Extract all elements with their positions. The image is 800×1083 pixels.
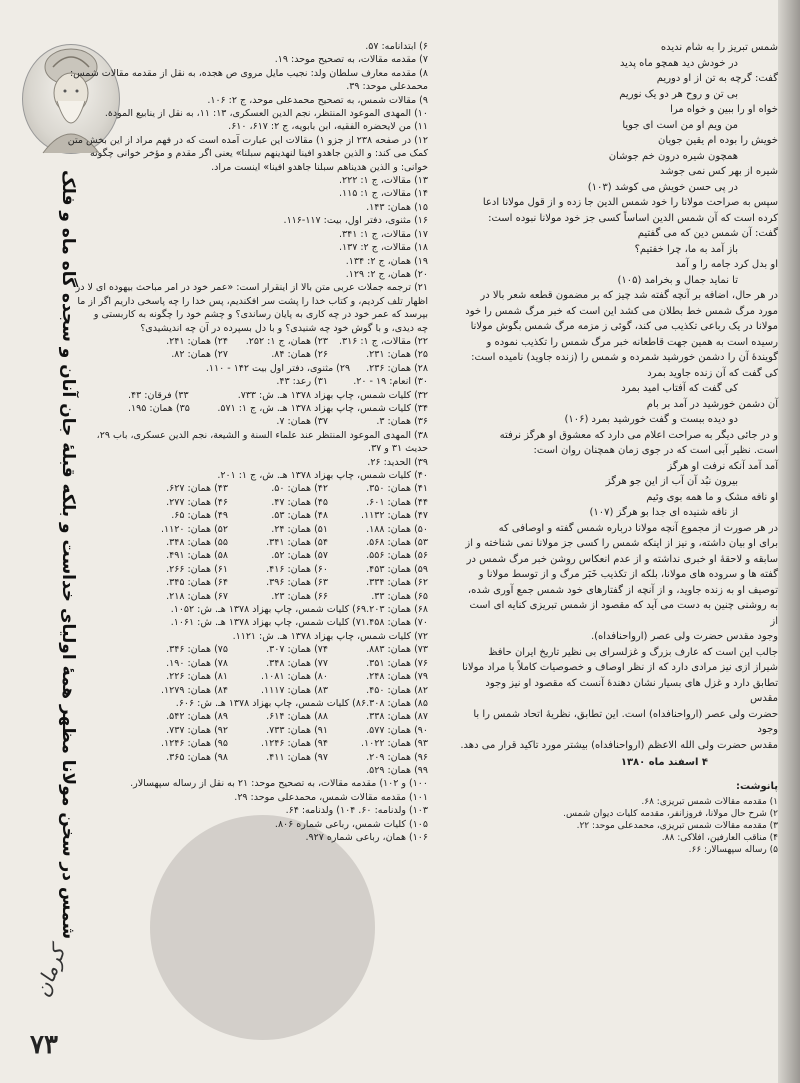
endnote-item: ۸۳) همان: ۱۱۱۷. [261,684,328,696]
decorative-circle [150,815,375,1040]
endnote-item: ۴۴) همان: ۶۰۱. [366,496,428,508]
endnote-line: ۱۰۱) مقدمه مقالات شمس، محمدعلی موحد: ۲۹. [234,791,428,803]
endnote-line: ۱۰۳) ولدنامه: ۶۰. ۱۰۴) ولدنامه: ۶۴. [285,805,428,817]
endnote-item: ۷۴) همان: ۳۰۷. [266,644,328,656]
poem-line: کی گفت که آفتاب امید بمرد [621,383,738,394]
endnote-item: ۸۵) همان: ۳۰۸. [366,697,428,709]
poem-line: گفت: گرچه به تن از او دوریم [656,73,778,84]
endnote-line: ۱۱) من لایحضره الفقیه، ابن بابویه، ج ۲: ۶۱۷، ۶۱۰. [228,121,428,133]
endnote-line: ۱۵) همان: ۱۴۳. [366,201,428,213]
endnote-row [128,724,428,737]
endnote-line: ۹۹) همان: ۵۲۹. [366,764,428,776]
endnote-item: ۲۳) همان، ج ۱: ۲۵۲. [245,335,328,347]
endnote-row [128,549,428,562]
article-body [460,40,778,753]
binding-gutter [778,0,800,1083]
endnote-line: ۹) مقالات شمس، به تصحیح محمدعلی موحد، ج ۲: ۱۰۶. [207,94,428,106]
poem-line: آن دشمن خورشید در آمد بر بام [646,398,778,410]
endnote-item: ۸۲) همان: ۴۵۰. [366,684,428,696]
endnote-row [128,402,428,415]
endnote-item: ۹۲) همان: ۷۳۷. [166,724,228,736]
endnote-item: ۳۷) همان: ۷. [276,416,328,428]
poem-line: من ویم او من است ای جویا [622,119,738,131]
endnote-item: ۸۷) همان: ۳۳۸. [366,711,428,723]
endnote-item: ۴۹) همان: ۶۵. [171,510,228,522]
endnote-item: ۵۸) همان: ۴۹۱. [166,550,228,562]
endnote-row [128,710,428,723]
endnote-item: ۹۵) همان: ۱۲۴۶. [161,738,228,750]
prose-line: حضرت ولی عصر (ارواحنافداه) است. این تطابق، نظریهٔ اتحاد شمس را با وجود [473,708,778,735]
endnote-row [128,563,428,576]
endnote-item: ۶۴) همان: ۳۴۵. [166,577,228,589]
endnote-row [128,415,428,428]
endnotes-column [67,40,428,844]
footnotes-list [460,796,778,856]
poem-line: بی تن و روح هر دو یک نوریم [619,88,738,100]
endnote-item: ۴۱) همان: ۳۵۰. [366,483,428,495]
footnote-item: ۴) مناقب العارفین، افلاکی: ۸۸. [661,833,778,843]
poem-line: گفت: آن شمس دین که می گفتیم [637,228,778,239]
endnote-item: ۲۷) همان: ۸۲. [171,349,228,361]
endnote-item: ۳۰) انعام: ۱۹ - ۲۰. [353,376,428,388]
endnote-row [128,482,428,495]
prose-line: گفته ها و سروده های مولانا، بلکه از تکذیب خَبَر مرگ و از توسط مولانا و [478,569,778,580]
endnote-item: ۳۶) همان: ۳. [376,416,428,428]
endnote-item [189,389,238,402]
poem-line: شمس تبریز را به شام ندیده [660,42,778,53]
prose-line: شیراز ازی نیز مرادی دارد که از نظر اوصاف و خصوصیات کاملاً با مراد مولانا [462,662,778,673]
endnote-line: اظهار تلف کردیم، و کتاب خدا را پشت سر افکندیم، پس خدا را چه پاسخی داریم اگر از ما [77,295,428,307]
endnote-item: ۳۴) کلیات شمس، چاپ بهزاد ۱۳۷۸ هـ. ش، ج ۱: ۵۷۱. [217,402,428,414]
endnote-item [128,362,206,375]
poem-line: در پی حسن خویش می کوشد (۱۰۳) [587,181,738,193]
article-date: ۴ اسفند ماه ۱۳۸۰ [620,757,708,768]
endnote-row [128,389,428,402]
endnote-line: چه دیدی، و با گوش خود چه شنیدی؟ و با دل بسپرده در آن چه اندیشیدی؟ [140,322,428,334]
endnotes-bottom [128,764,428,844]
endnote-line: ۱۰) المهدی الموعود المنتظر، نجم الدین العسکری، ۱۳: ۱۱، به نقل از ینابیع المودة. [104,108,428,120]
footnote-item: ۵) رساله سپهسالار: ۶۶. [688,845,778,855]
endnote-item: ۴۲) همان: ۵۰. [271,483,328,495]
endnote-item: ۵۴) همان: ۳۴۱. [266,537,328,549]
prose-line: مولانا در یک رباعی تکذیب می کند، گوئی ز مزمه مرگ شمس بگوش مولانا [470,321,778,332]
endnote-item: ۶۷) همان: ۲۱۸. [166,590,228,602]
endnote-row [128,536,428,549]
prose-line: مقدس حضرت ولی الله الاعظم (ارواحنافداه) بیشتر مورد تاکید قرار می دهد. [460,739,778,751]
endnote-item: ۷۲) کلیات شمس، چاپ بهزاد ۱۳۷۸ هـ. ش: ۱۱۲۱. [232,630,428,642]
endnote-item: ۸۱) همان: ۲۲۶. [166,671,228,683]
endnote-item [180,630,232,643]
prose-line: است. نظیر آبی است که در جوی زمان همچنان روان است: [533,445,778,456]
footnote-item: ۱) مقدمه مقالات شمس تبریزی: ۶۸. [641,797,778,807]
endnote-item: ۶۶) همان: ۲۳. [271,590,328,602]
endnote-item: ۷۵) همان: ۳۴۶. [166,644,228,656]
prose-line: و در جائی دیگر به صراحت اعلام می دارد که معشوق او هرگز نرفته [499,429,778,441]
endnote-row [128,603,428,616]
poem-line: او نافه مشک و ما همه بوی وئیم [646,491,778,503]
endnote-item: ۹۰) همان: ۵۷۷. [366,724,428,736]
poem-line: بیرون نبُد آن آب از این جو هرگز [605,476,738,487]
endnote-item [128,375,228,388]
endnote-item: ۲۸) همان: ۲۳۶. [366,362,428,374]
endnote-line: ۱۴) مقالات، ج ۱: ۱۱۵. [338,188,428,200]
endnote-line: ۲۰) همان، ج ۲: ۱۲۹. [345,268,428,280]
endnote-row [128,697,428,710]
endnote-row [128,523,428,536]
endnote-item: ۲۴) همان: ۲۴۱. [166,335,228,347]
endnote-line: ۱۶) مثنوی، دفتر اول، بیت: ۱۱۷-۱۱۶. [283,215,428,227]
endnote-item: ۶۱) همان: ۲۶۶. [166,563,228,575]
endnote-line: بپرسد که عمر خود در چه کاری به پایان رساندی؟ و چشم خود را چگونه به کاربستی و [93,309,428,321]
endnote-item: ۵۲) همان: ۱۱۲۰. [161,523,228,535]
prose-line: در هر حال، اضافه بر آنچه گفته شد چیز که بر مضمون قطعه شعر بالا در [480,290,778,301]
endnote-item: ۹۷) همان: ۴۱۱. [266,751,328,763]
endnote-item: ۳۲) کلیات شمس، چاپ بهزاد ۱۳۷۸ هـ. ش: ۷۳۳. [237,389,428,401]
endnote-item [128,630,180,643]
endnote-item: ۷۹) همان: ۲۴۸. [366,671,428,683]
poem-line: تا نماید جمال و بخرامد (۱۰۵) [617,274,738,286]
endnote-row [128,751,428,764]
endnote-row [128,670,428,683]
endnote-item: ۹۱) همان: ۷۳۳. [266,724,328,736]
endnote-item: ۵۱) همان: ۲۴. [271,523,328,535]
endnote-line: حدیث ۳۱ و ۳۷. [368,443,428,455]
poem-line: کی گفت که آن زنده جاوید بمرد [647,367,778,379]
endnote-item: ۶۲) همان: ۳۳۴. [366,577,428,589]
endnote-item [128,616,171,629]
endnote-item: ۸۴) همان: ۱۲۷۹. [161,684,228,696]
endnote-item: ۷۶) همان: ۳۵۱. [366,657,428,669]
endnote-item: ۵۶) همان: ۵۵۶. [366,550,428,562]
endnote-item: ۹۳) همان: ۱۰۲۲. [361,738,428,750]
endnote-row [128,576,428,589]
footnote-item: ۳) مقدمه مقالات شمس تبریزی، محمدعلی موحد: ۲۲. [576,821,778,831]
endnote-item: ۵۵) همان: ۳۴۸. [166,537,228,549]
endnote-item: ۷۳) همان: ۸۸۳. [366,644,428,656]
endnote-item: ۸۹) همان: ۵۴۲. [166,711,228,723]
endnote-row [128,509,428,522]
endnote-item: ۵۷) همان: ۵۲. [271,550,328,562]
endnote-row [128,362,428,375]
endnote-item: ۲۶) همان: ۸۴. [271,349,328,361]
endnote-item: ۴۶) همان: ۲۷۷. [166,496,228,508]
prose-line: به روشنی چنین به دست می آید که مقصود از شمس تبریزی کنایه ای است از [469,600,778,627]
endnote-line: کمک می کند: و الذین جاهدو افینا لنهدینهم سبلنا» یعنی اگر مقدم و مؤخر خوانی چگونه [89,148,428,160]
endnote-item: ۴۳) همان: ۶۲۷. [166,483,228,495]
endnote-item: ۸۰) همان: ۱۰۸۱. [261,671,328,683]
poem-line: همچون شیره درون خم جوشان [608,150,738,162]
endnote-item: ۴۷) همان: ۱۱۳۲. [361,510,428,522]
endnote-row [128,590,428,603]
endnote-item: ۵۹) همان: ۴۵۳. [366,563,428,575]
endnotes-middle [96,429,428,483]
endnote-row [128,375,428,388]
endnote-item: ۹۶) همان: ۲۰۹. [366,751,428,763]
article-body-column [460,40,778,856]
endnotes-grid-a [128,335,428,429]
poem-line: او بدل کرد جامه را و آمد [675,259,778,270]
endnote-line: ۱۰۶) همان، رباعی شماره ۹۲۷. [305,831,428,843]
footnotes-heading: پانوشت: [736,780,778,792]
prose-line: تطابق دارد و غزل های بسیار نشان دهندهٔ آنست که مقصود او نیز وجود مقدس [485,677,778,704]
endnote-row [128,616,428,629]
endnote-line: محمدعلی موحد: ۳۹. [346,81,428,93]
endnote-item: ۹۴) همان: ۱۲۴۶. [261,738,328,750]
endnote-item: ۷۸) همان: ۱۹۰. [166,657,228,669]
endnote-item: ۵۳) همان: ۵۶۸. [366,537,428,549]
poem-line: آمد آمد آنکه نرفت او هرگز [667,460,778,472]
endnote-row [128,643,428,656]
poem-line: دو دیده ببست و گفت خورشید بمرد (۱۰۶) [564,414,738,425]
endnote-item [128,697,176,710]
endnote-item: ۶۹) کلیات شمس، چاپ بهزاد ۱۳۷۸ هـ. ش: ۱۰۵۲. [170,604,367,616]
endnote-line: ۱۷) مقالات، ج ۱: ۳۴۱. [338,228,428,240]
endnote-item: ۹۸) همان: ۳۶۵. [166,751,228,763]
endnote-item: ۷۰) همان: ۴۵۸. [366,617,428,629]
prose-line: در هر صورت از مجموع آنچه مولانا درباره شمس گفته و اوصافی که [498,522,778,534]
endnote-item: ۲۹) مثنوی، دفتر اول بیت ۱۴۲ - ۱۱۰. [205,362,351,374]
endnote-line: ۱۸) مقالات، ج ۲: ۱۳۷. [338,242,428,254]
endnote-row [128,335,428,348]
footnote-item: ۲) شرح حال مولانا، فروزانفر، مقدمه کلیات دیوان شمس. [563,809,778,819]
endnote-item: ۷۷) همان: ۳۴۸. [266,657,328,669]
endnote-item [190,402,217,415]
endnote-line: ۳۹) الحدید: ۲۶. [367,456,428,468]
endnote-item: ۶۰) همان: ۴۱۶. [266,563,328,575]
prose-line: رسیده است به همین جهت قاطعانه خبر مرگ شمس را تکذیب نموده و [486,336,778,348]
prose-line: گویندهٔ آن را دشمن خورشید شمرده و شمس را (زنده جاوید) نامیده است: [471,352,778,363]
endnote-line: ۲۱) ترجمه جملات عربی متن بالا از اینقرار است: «عمر خود در امر مباحث بیهوده ای لا در [75,282,428,294]
endnote-item: ۸۸) همان: ۶۱۴. [266,711,328,723]
poem-line: خواه او را ببین و خواه مرا [670,104,778,115]
endnotes-grid-b [128,482,428,764]
prose-line: سپس به صراحت مولانا را خود شمس الدین جا زده و از قول مولانا ادعا [482,197,778,208]
endnotes-top [67,40,428,335]
endnote-line: ۴۰) کلیات شمس، چاپ بهزاد ۱۳۷۸ هـ. ش، ج ۱: ۲۰۱. [217,470,428,481]
endnote-item: ۶۸) همان: ۲۰۳. [366,604,428,616]
endnote-line: ۳۸) المهدی الموعود المنتظر عند علماء السنة و الشیعة، نجم الدین عسکری، باب ۲۹، [96,429,428,441]
endnote-line: ۱۳) مقالات، ج ۱: ۲۲۲. [338,175,428,187]
endnote-item: ۳۱) رعد: ۴۳. [276,376,328,388]
endnote-line: ۱۰۰) و ۱۰۲) مقدمه مقالات، به تصحیح موحد: ۲۱ به نقل از رساله سپهسالار. [130,778,428,790]
poem-line: شیره از بهر کس نمی جوشد [660,166,778,177]
prose-line: برای او بیان داشته، و نیز از اینکه شمس را کسی جز مولانا نمی شناخته و از [465,538,778,549]
article-side-title: شمس در سخن مولانا مظهر همهٔ اولیای خداست و بلکه قبلهٔ جان آنان و سجده گاه ماه و فلک [58,170,78,940]
endnote-row [128,496,428,509]
endnote-row [128,684,428,697]
endnote-line: ۱۹) همان، ج ۲: ۱۳۴. [345,255,428,267]
endnote-line: خوانی: و الذین هدیناهم سبلنا جاهدو افینا» اینست مراد. [211,161,428,173]
poem-line: باز آمد به ما، چرا خفتیم؟ [634,243,738,255]
endnote-item: ۳۳) فرقان: ۴۳. [128,389,189,401]
endnote-item: ۴۸) همان: ۵۳. [271,510,328,522]
endnote-row [128,348,428,361]
endnote-item [128,415,228,428]
endnote-line: ۷) مقدمه مقالات، به تصحیح موحد: ۱۹. [274,54,428,66]
kerman-logo: کرمان [29,942,71,1000]
endnote-item: ۸۶) کلیات شمس، چاپ بهزاد ۱۳۷۸ هـ. ش: ۶۰۶. [175,697,367,709]
endnote-line: ۱۲) در صفحه ۲۳۸ از جزو ۱) مقالات این عبارت آمده است که در فهم مراد از این بخش متن [67,134,428,146]
endnote-line: ۸) مقدمه معارف سلطان ولد: نجیب مایل مروی ص هجده، به نقل از مقدمه مقالات شمس: [69,67,428,79]
prose-line: جالب این است که عارف بزرگ و غزلسرای بی نظیر تاریخ ایران حافظ [488,646,778,658]
endnote-item: ۲۵) همان: ۲۳۱. [366,349,428,361]
endnote-item [128,603,171,616]
endnote-item: ۶۳) همان: ۳۹۶. [266,577,328,589]
prose-line: توصیف او به زنده جاوید، و از آنچه از گفتارهای خود شمس جمع آوری شده، [467,584,778,596]
endnote-item: ۶۵) همان: ۳۳. [371,590,428,602]
page-number: ۷۳ [30,1030,58,1060]
endnote-item: ۳۵) همان: ۱۹۵. [128,402,190,414]
prose-line: وجود مقدس حضرت ولی عصر (ارواحنافداه). [590,631,778,642]
endnote-item: ۲۲) مقالات، ج ۱: ۳۱۶. [338,335,428,347]
endnote-row [128,657,428,670]
endnote-item: ۴۵) همان: ۴۷. [271,496,328,508]
endnote-row [128,737,428,750]
endnote-item: ۵۰) همان: ۱۸۸. [366,523,428,535]
poem-line: خویش را بوده ام یقین جویان [658,135,778,146]
endnote-line: ۱۰۵) کلیات شمس، رباعی شماره ۸۰۶. [274,818,428,830]
prose-line: سابقه و لاحقهٔ او خبری نداشته و از عدم انعکاس روشن خبر مرگ شمس در [466,553,778,565]
endnote-item: ۷۱) کلیات شمس، چاپ بهزاد ۱۳۷۸ هـ. ش: ۱۰۶۱. [170,617,367,629]
poem-line: از نافه شنیده ای جدا بو هرگز (۱۰۷) [589,507,738,518]
endnote-line: ۶) ابتدانامه: ۵۷. [365,41,428,52]
prose-line: مورد مرگ شمس خط بطلان می کشد این است که خبر مرگ شمس را خود [465,305,778,317]
poem-line: در خودش دید همچو ماه پدید [619,57,738,69]
prose-line: کرده است که آن شمس الدین اساساً کسی جز خود مولانا نبوده است: [488,212,778,224]
endnote-row [128,630,428,643]
